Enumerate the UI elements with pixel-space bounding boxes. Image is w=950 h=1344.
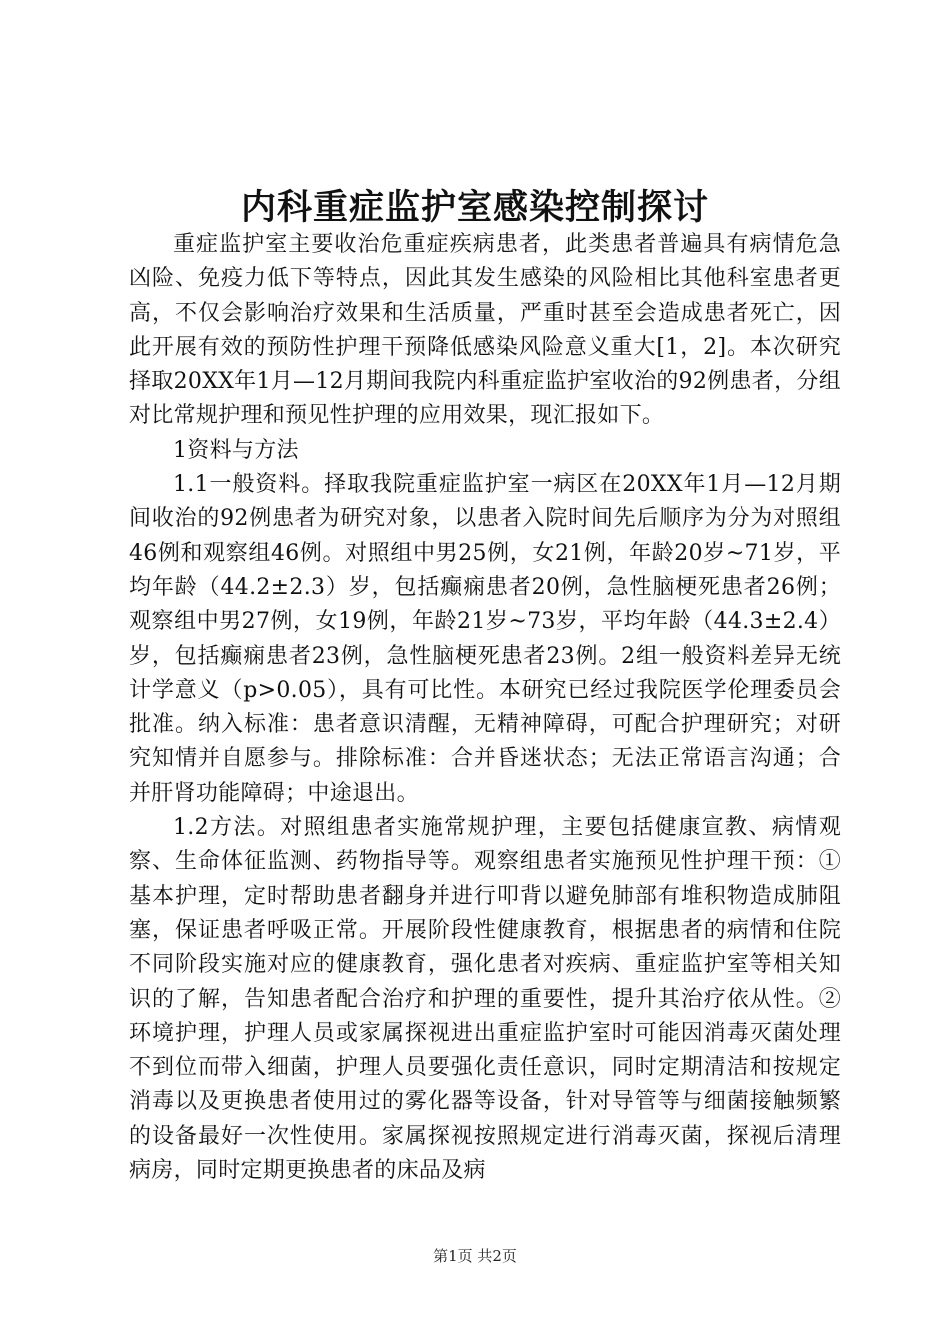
section-heading-materials-methods: 1资料与方法	[173, 437, 299, 463]
methods-paragraph: 1.2方法。对照组患者实施常规护理，主要包括健康宣教、病情观察、生命体征监测、药物指导等。观察组患者实施预见性护理干预：①基本护理，定时帮助患者翻身并进行叩背以避免肺部有堆积物造成肺阻塞，保证患者呼吸正常。开展阶段性健康教育，根据患者的病情和住院不同阶段实施对应的健康教育，强化患者对疾病、重症监护室等相关知识的了解，告知患者配合治疗和护理的重要性，提升其治疗依从性。②环境护理，护理人员或家属探视进出重症监护室时可能因消毒灭菌处理不到位而带入细菌，护理人员要强化责任意识，同时定期清洁和按规定消毒以及更换患者使用过的雾化器等设备，针对导管等与细菌接触频繁的设备最好一次性使用。家属探视按照规定进行消毒灭菌，探视后清理病房，同时定期更换患者的床品及病	[129, 815, 841, 1184]
document-body	[129, 228, 841, 1188]
document-title: 内科重症监护室感染控制探讨	[240, 188, 709, 228]
page-number-footer: 第1页 共2页	[433, 1247, 517, 1265]
general-data-paragraph: 1.1一般资料。择取我院重症监护室一病区在20XX年1月—12月期间收治的92例患者为研究对象，以患者入院时间先后顺序为分为对照组46例和观察组46例。对照组中男25例，女21例，年龄20岁~71岁，平均年龄（44.2±2.3）岁，包括癫痫患者20例，急性脑梗死患者26例；观察组中男27例，女19例，年龄21岁~73岁，平均年龄（44.3±2.4）岁，包括癫痫患者23例，急性脑梗死患者23例。2组一般资料差异无统计学意义（p>0.05），具有可比性。本研究已经过我院医学伦理委员会批准。纳入标准：患者意识清醒，无精神障碍，可配合护理研究；对研究知情并自愿参与。排除标准：合并昏迷状态；无法正常语言沟通；合并肝肾功能障碍；中途退出。	[129, 472, 841, 806]
intro-paragraph: 重症监护室主要收治危重症疾病患者，此类患者普遍具有病情危急凶险、免疫力低下等特点，因此其发生感染的风险相比其他科室患者更高，不仅会影响治疗效果和生活质量，严重时甚至会造成患者死亡，因此开展有效的预防性护理干预降低感染风险意义重大[1，2]。本次研究择取20XX年1月—12月期间我院内科重症监护室收治的92例患者，分组对比常规护理和预见性护理的应用效果，现汇报如下。	[129, 232, 841, 429]
